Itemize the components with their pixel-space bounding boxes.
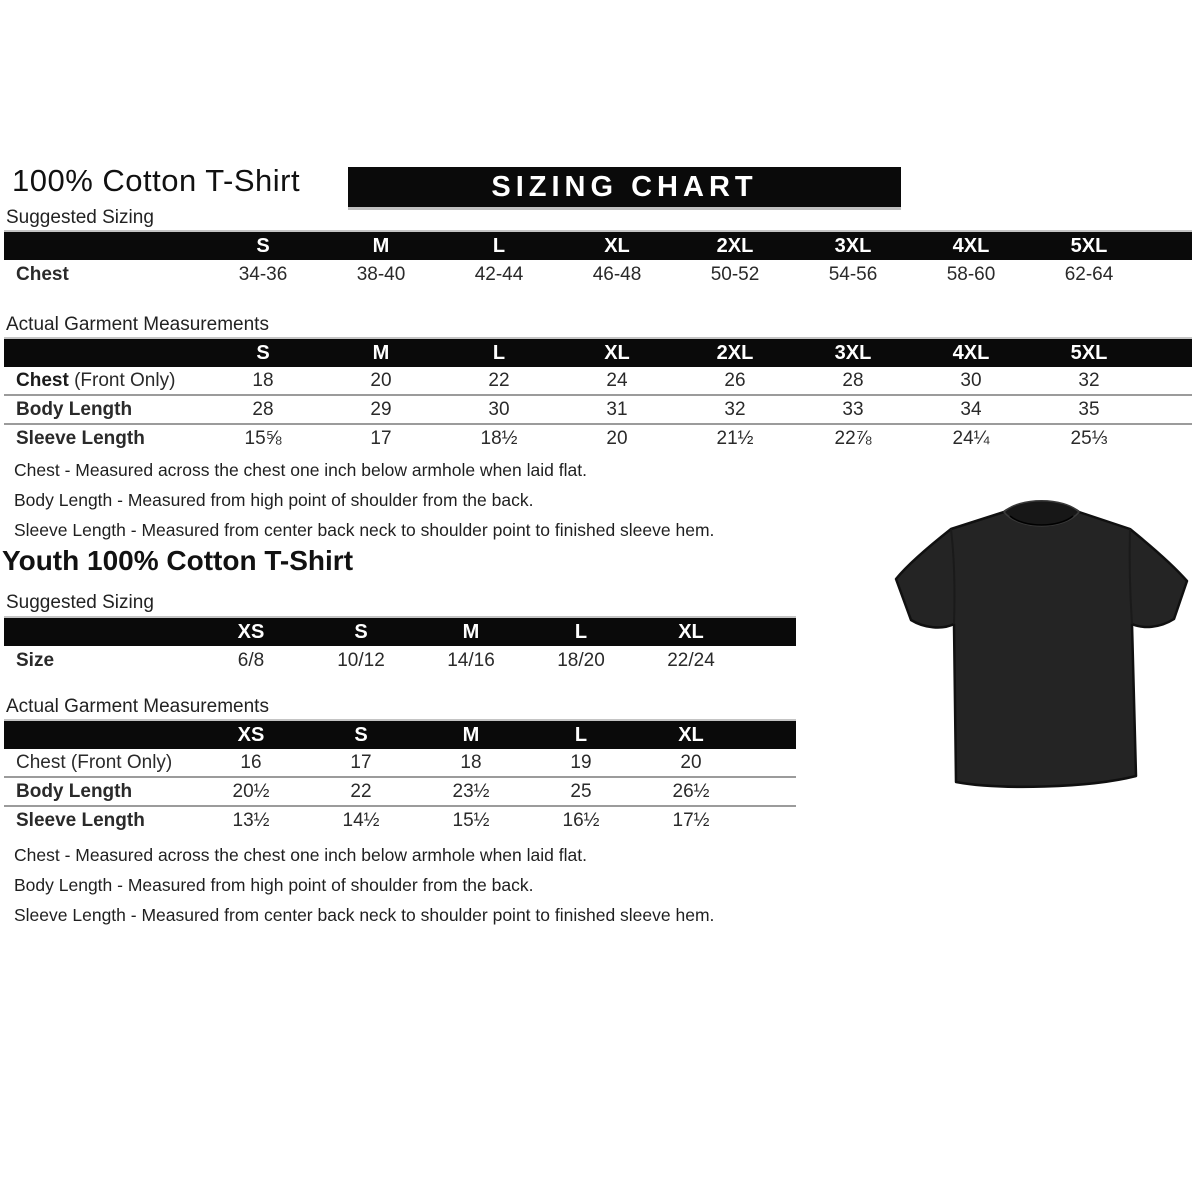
- empty-header-cell: [1148, 231, 1192, 260]
- note-sleeve-length: Sleeve Length - Measured from center back neck to shoulder point to finished sleeve hem.: [14, 520, 715, 540]
- table-row-sleeve-length: [4, 424, 1192, 452]
- cell-agm-chest-s: 18: [252, 369, 274, 391]
- cell-chest-s: 34-36: [238, 264, 288, 285]
- body-length-row-label: Body Length: [16, 398, 133, 420]
- size-header-xl: XL: [636, 720, 746, 749]
- size-header-s: S: [306, 617, 416, 646]
- size-header-2xl: 2XL: [676, 338, 794, 367]
- youth-sleeve-length-row-label: Sleeve Length: [16, 809, 145, 831]
- youth-chest-row-label: Chest (Front Only): [16, 751, 173, 773]
- cell-agm-body-l: 30: [488, 398, 510, 420]
- adult-measurement-notes: [14, 455, 714, 545]
- table-row-chest-front-only: [4, 367, 1192, 395]
- sizing-chart-banner-text: SIZING CHART: [491, 170, 758, 203]
- cell-agm-body-3xl: 33: [842, 398, 864, 420]
- cell-agm-body-5xl: 35: [1078, 398, 1100, 420]
- cell-chest-m: 38-40: [356, 264, 406, 285]
- adult-suggested-sizing-table: [4, 230, 1192, 290]
- cell-yagm-chest-l: 19: [570, 751, 592, 773]
- table-row-sleeve-length: [4, 806, 796, 834]
- black-tshirt-illustration: [893, 478, 1190, 802]
- table-row-body-length: [4, 777, 796, 806]
- table-row-body-length: [4, 395, 1192, 424]
- table-header-row: [4, 338, 1192, 367]
- size-header-s: S: [204, 231, 322, 260]
- size-header-3xl: 3XL: [794, 338, 912, 367]
- table-header-row: [4, 231, 1192, 260]
- size-header-4xl: 4XL: [912, 338, 1030, 367]
- cell-yagm-sleeve-xl: 17½: [672, 809, 710, 831]
- table-row-chest: [4, 260, 1192, 290]
- adult-actual-measurements-table: [4, 337, 1192, 452]
- youth-suggested-sizing-table: [4, 616, 796, 676]
- empty-cell: [746, 646, 796, 676]
- table-row-size: [4, 646, 796, 676]
- cell-yagm-sleeve-m: 15½: [452, 809, 490, 831]
- size-header-l: L: [526, 617, 636, 646]
- note-chest: Chest - Measured across the chest one inch below armhole when laid flat.: [14, 845, 587, 865]
- cell-agm-chest-4xl: 30: [960, 369, 982, 391]
- cell-agm-sleeve-m: 17: [370, 427, 392, 449]
- youth-suggested-sizing-label: Suggested Sizing: [6, 592, 154, 613]
- size-header-s: S: [306, 720, 416, 749]
- empty-cell: [1148, 260, 1192, 290]
- size-header-2xl: 2XL: [676, 231, 794, 260]
- cell-agm-sleeve-xl: 20: [606, 427, 628, 449]
- size-header-l: L: [440, 231, 558, 260]
- cell-chest-3xl: 54-56: [828, 264, 878, 285]
- cell-yagm-chest-s: 17: [350, 751, 372, 773]
- size-row-label: Size: [16, 650, 55, 671]
- cell-agm-body-xl: 31: [606, 398, 628, 420]
- cell-yagm-sleeve-s: 14½: [342, 809, 380, 831]
- cell-chest-5xl: 62-64: [1064, 264, 1114, 285]
- cell-yagm-body-xl: 26½: [672, 780, 710, 802]
- size-header-m: M: [322, 338, 440, 367]
- size-header-l: L: [526, 720, 636, 749]
- tshirt-body: [896, 503, 1187, 787]
- size-header-xs: XS: [196, 617, 306, 646]
- size-header-5xl: 5XL: [1030, 338, 1148, 367]
- cell-size-m: 14/16: [447, 650, 495, 671]
- size-header-5xl: 5XL: [1030, 231, 1148, 260]
- note-chest: Chest - Measured across the chest one inch below armhole when laid flat.: [14, 460, 587, 480]
- table-header-row: [4, 720, 796, 749]
- size-header-4xl: 4XL: [912, 231, 1030, 260]
- cell-agm-body-4xl: 34: [960, 398, 982, 420]
- empty-cell: [746, 749, 796, 777]
- youth-actual-measurements-table: [4, 719, 796, 834]
- chest-row-label: Chest: [16, 264, 69, 285]
- adult-product-title: 100% Cotton T-Shirt: [12, 163, 301, 198]
- youth-product-title: Youth 100% Cotton T-Shirt: [2, 545, 354, 576]
- cell-agm-sleeve-s: 15⅝: [244, 427, 282, 449]
- youth-actual-measurements-label: Actual Garment Measurements: [6, 696, 269, 717]
- size-header-xl: XL: [636, 617, 746, 646]
- cell-yagm-body-s: 22: [350, 780, 372, 802]
- adult-actual-measurements-label: Actual Garment Measurements: [6, 314, 269, 335]
- cell-yagm-body-m: 23½: [452, 780, 490, 802]
- empty-header-cell: [746, 617, 796, 646]
- size-header-m: M: [322, 231, 440, 260]
- cell-agm-chest-m: 20: [370, 369, 392, 391]
- size-header-3xl: 3XL: [794, 231, 912, 260]
- youth-body-length-row-label: Body Length: [16, 780, 133, 802]
- size-header-xs: XS: [196, 720, 306, 749]
- cell-yagm-chest-xl: 20: [680, 751, 702, 773]
- cell-yagm-body-xs: 20½: [232, 780, 270, 802]
- empty-cell: [1148, 367, 1192, 395]
- cell-agm-chest-l: 22: [488, 369, 510, 391]
- cell-chest-l: 42-44: [474, 264, 524, 285]
- empty-header-cell: [4, 338, 204, 367]
- cell-agm-chest-2xl: 26: [724, 369, 746, 391]
- size-header-m: M: [416, 720, 526, 749]
- cell-agm-sleeve-5xl: 25⅓: [1070, 427, 1108, 449]
- cell-agm-sleeve-2xl: 21½: [716, 427, 754, 449]
- empty-cell: [746, 806, 796, 834]
- cell-yagm-sleeve-xs: 13½: [232, 809, 270, 831]
- tshirt-product-image: [893, 478, 1190, 802]
- empty-cell: [1148, 424, 1192, 452]
- table-header-row: [4, 617, 796, 646]
- cell-yagm-chest-xs: 16: [240, 751, 262, 773]
- chest-label-bold: Chest: [16, 369, 69, 391]
- size-header-m: M: [416, 617, 526, 646]
- size-header-s: S: [204, 338, 322, 367]
- note-sleeve-length: Sleeve Length - Measured from center back neck to shoulder point to finished sleeve hem.: [14, 905, 715, 925]
- empty-header-cell: [4, 720, 196, 749]
- note-body-length: Body Length - Measured from high point of shoulder from the back.: [14, 490, 534, 510]
- empty-cell: [746, 777, 796, 806]
- note-body-length: Body Length - Measured from high point of shoulder from the back.: [14, 875, 534, 895]
- cell-chest-xl: 46-48: [592, 264, 642, 285]
- cell-agm-body-2xl: 32: [724, 398, 746, 420]
- size-header-l: L: [440, 338, 558, 367]
- cell-agm-chest-3xl: 28: [842, 369, 864, 391]
- cell-agm-chest-xl: 24: [606, 369, 628, 391]
- cell-size-xs: 6/8: [237, 650, 265, 671]
- sizing-chart-banner: [348, 167, 901, 207]
- cell-agm-sleeve-l: 18½: [480, 427, 518, 449]
- cell-agm-body-m: 29: [370, 398, 392, 420]
- cell-agm-chest-5xl: 32: [1078, 369, 1100, 391]
- cell-yagm-sleeve-l: 16½: [562, 809, 600, 831]
- cell-agm-sleeve-4xl: 24¼: [952, 427, 990, 449]
- cell-agm-sleeve-3xl: 22⅞: [834, 427, 872, 449]
- youth-measurement-notes: [14, 840, 714, 930]
- cell-chest-2xl: 50-52: [710, 264, 760, 285]
- empty-cell: [1148, 395, 1192, 424]
- empty-header-cell: [4, 231, 204, 260]
- cell-yagm-chest-m: 18: [460, 751, 482, 773]
- cell-chest-4xl: 58-60: [946, 264, 996, 285]
- empty-header-cell: [746, 720, 796, 749]
- cell-size-s: 10/12: [337, 650, 385, 671]
- adult-suggested-sizing-label: Suggested Sizing: [6, 207, 154, 228]
- table-row-chest-front-only: [4, 749, 796, 777]
- size-header-xl: XL: [558, 338, 676, 367]
- cell-size-l: 18/20: [557, 650, 605, 671]
- cell-yagm-body-l: 25: [570, 780, 592, 802]
- cell-agm-body-s: 28: [252, 398, 274, 420]
- size-header-xl: XL: [558, 231, 676, 260]
- empty-header-cell: [4, 617, 196, 646]
- chest-label-suffix: (Front Only): [68, 369, 176, 391]
- empty-header-cell: [1148, 338, 1192, 367]
- chest-front-only-row-label: [4, 367, 204, 395]
- cell-size-xl: 22/24: [667, 650, 715, 671]
- sleeve-length-row-label: Sleeve Length: [16, 427, 145, 449]
